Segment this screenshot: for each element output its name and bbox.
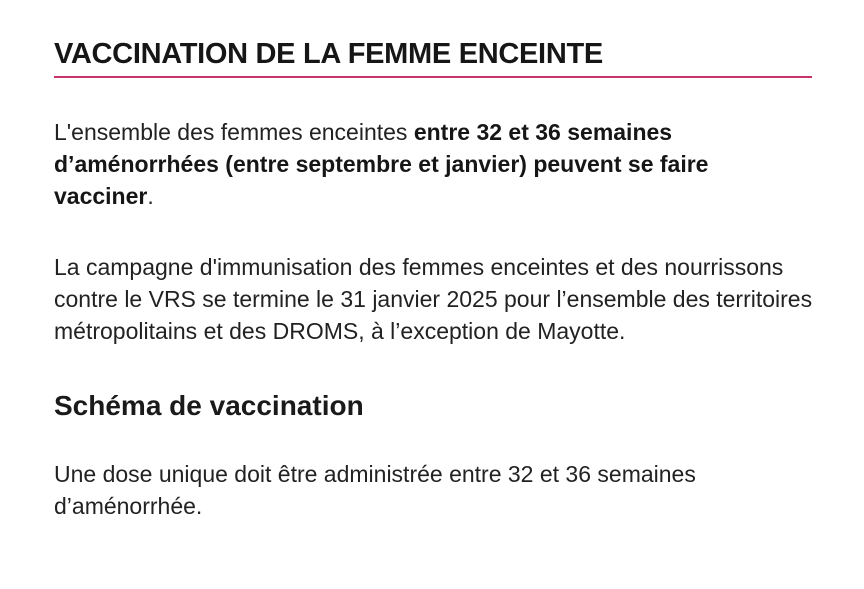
title-underline [54,76,812,78]
campaign-paragraph: La campagne d'immunisation des femmes enceintes et des nourrissons contre le VRS se termine le 31 janvier 2025 pour l’ensemble des territoires métropolitains et des DROMS, à l’exception de Mayotte. [54,254,813,344]
eligibility-intro: L'ensemble des femmes enceintes [54,119,414,145]
article [54,36,814,522]
eligibility-paragraph [54,116,814,212]
section-title-schema: Schéma de vaccination [54,390,364,421]
page-title: VACCINATION DE LA FEMME ENCEINTE [54,38,603,70]
schema-paragraph: Une dose unique doit être administrée entre 32 et 36 semaines d’aménorrhée. [54,461,696,519]
eligibility-end: . [147,183,154,209]
eligibility-emphasis: entre 32 et 36 semaines d’aménorrhées (entre septembre et janvier) peuvent se faire vacciner [54,119,709,209]
